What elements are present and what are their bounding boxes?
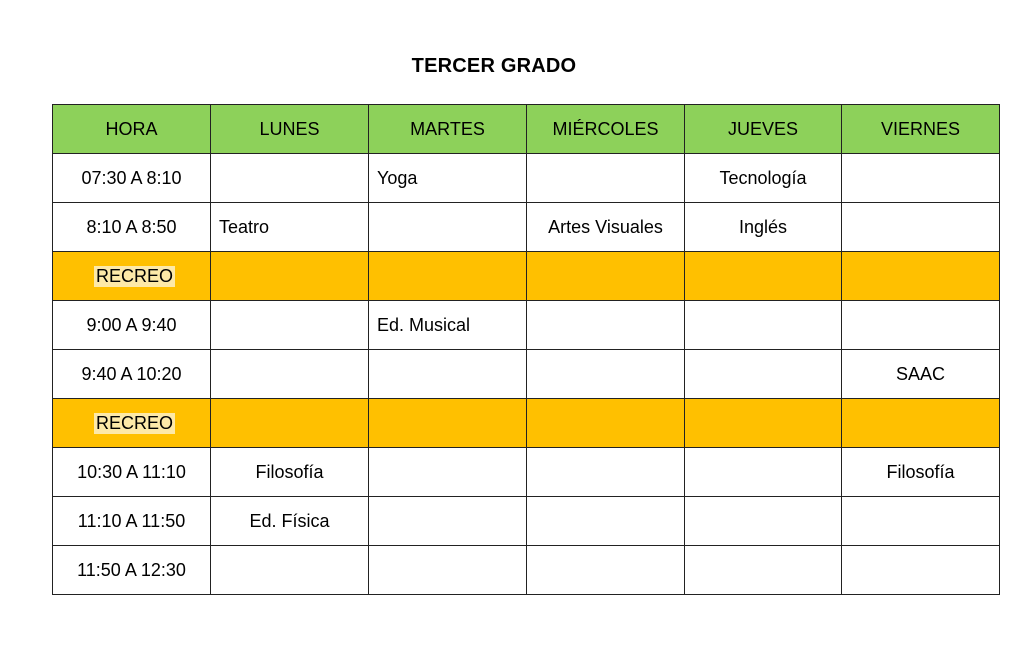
table-row xyxy=(53,546,1000,595)
recreo-empty-cell xyxy=(369,252,527,301)
miercoles-cell xyxy=(527,497,685,546)
table-row xyxy=(53,154,1000,203)
table-row xyxy=(53,350,1000,399)
viernes-cell: SAAC xyxy=(842,350,1000,399)
recreo-cell xyxy=(53,399,211,448)
viernes-cell xyxy=(842,497,1000,546)
hora-cell: 8:10 A 8:50 xyxy=(53,203,211,252)
martes-cell xyxy=(369,350,527,399)
lunes-cell: Filosofía xyxy=(211,448,369,497)
jueves-cell xyxy=(685,350,842,399)
jueves-cell xyxy=(685,448,842,497)
recreo-row xyxy=(53,252,1000,301)
header-lunes: LUNES xyxy=(211,105,369,154)
martes-cell xyxy=(369,203,527,252)
martes-cell xyxy=(369,448,527,497)
header-martes: MARTES xyxy=(369,105,527,154)
header-jueves: JUEVES xyxy=(685,105,842,154)
hora-cell: 07:30 A 8:10 xyxy=(53,154,211,203)
viernes-cell xyxy=(842,546,1000,595)
table-row xyxy=(53,497,1000,546)
header-hora: HORA xyxy=(53,105,211,154)
viernes-cell xyxy=(842,203,1000,252)
viernes-cell: Filosofía xyxy=(842,448,1000,497)
lunes-cell: Teatro xyxy=(211,203,369,252)
jueves-cell xyxy=(685,497,842,546)
recreo-label: RECREO xyxy=(96,412,174,433)
jueves-cell: Inglés xyxy=(685,203,842,252)
table-row xyxy=(53,203,1000,252)
lunes-cell xyxy=(211,154,369,203)
hora-cell: 11:10 A 11:50 xyxy=(53,497,211,546)
table-row xyxy=(53,448,1000,497)
recreo-empty-cell xyxy=(369,399,527,448)
martes-cell: Yoga xyxy=(369,154,527,203)
lunes-cell xyxy=(211,350,369,399)
page-title: TERCER GRADO xyxy=(411,55,577,77)
recreo-empty-cell xyxy=(842,252,1000,301)
viernes-cell xyxy=(842,301,1000,350)
recreo-empty-cell xyxy=(527,399,685,448)
lunes-cell xyxy=(211,546,369,595)
miercoles-cell xyxy=(527,350,685,399)
recreo-cell xyxy=(53,252,211,301)
miercoles-cell xyxy=(527,448,685,497)
header-viernes: VIERNES xyxy=(842,105,1000,154)
jueves-cell xyxy=(685,301,842,350)
miercoles-cell xyxy=(527,546,685,595)
lunes-cell xyxy=(211,301,369,350)
header-miercoles: MIÉRCOLES xyxy=(527,105,685,154)
recreo-row xyxy=(53,399,1000,448)
viernes-cell xyxy=(842,154,1000,203)
recreo-empty-cell xyxy=(211,399,369,448)
miercoles-cell: Artes Visuales xyxy=(527,203,685,252)
recreo-empty-cell xyxy=(685,252,842,301)
schedule-table xyxy=(52,104,1000,595)
miercoles-cell xyxy=(527,154,685,203)
hora-cell: 11:50 A 12:30 xyxy=(53,546,211,595)
lunes-cell: Ed. Física xyxy=(211,497,369,546)
martes-cell xyxy=(369,546,527,595)
hora-cell: 10:30 A 11:10 xyxy=(53,448,211,497)
martes-cell xyxy=(369,497,527,546)
recreo-empty-cell xyxy=(685,399,842,448)
jueves-cell: Tecnología xyxy=(685,154,842,203)
miercoles-cell xyxy=(527,301,685,350)
hora-cell: 9:00 A 9:40 xyxy=(53,301,211,350)
recreo-empty-cell xyxy=(211,252,369,301)
jueves-cell xyxy=(685,546,842,595)
martes-cell: Ed. Musical xyxy=(369,301,527,350)
recreo-empty-cell xyxy=(842,399,1000,448)
recreo-empty-cell xyxy=(527,252,685,301)
hora-cell: 9:40 A 10:20 xyxy=(53,350,211,399)
recreo-label: RECREO xyxy=(96,265,174,286)
header-row xyxy=(53,105,1000,154)
table-row xyxy=(53,301,1000,350)
